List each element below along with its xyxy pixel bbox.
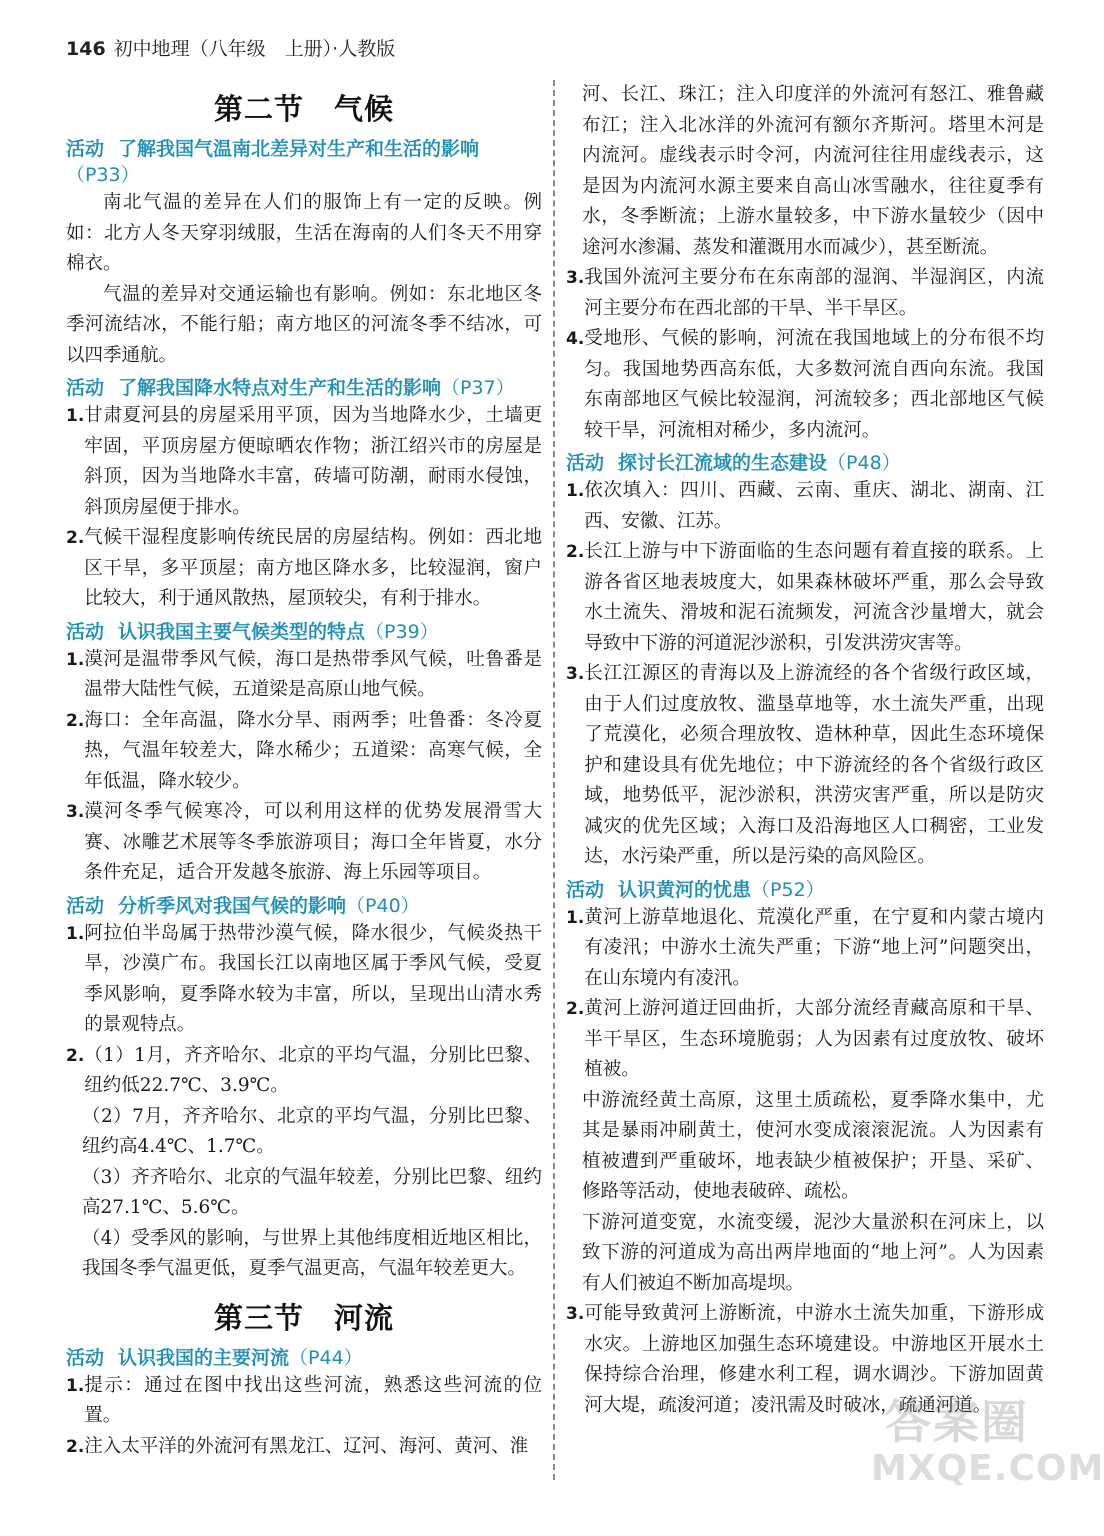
answer-item <box>66 706 542 798</box>
answer-item <box>566 324 1044 446</box>
item-text: 黄河上游草地退化、荒漠化严重，在宁夏和内蒙古境内有凌汛；中游水土流失严重；下游“地上河”问题突出，在山东境内有凌汛。 <box>584 906 1044 989</box>
activity-heading <box>66 1345 542 1371</box>
item-number: 4. <box>566 329 585 349</box>
item-number: 3. <box>566 664 585 684</box>
activity-title: 认识我国的主要河流 <box>118 1346 290 1369</box>
activity-label: 活动 <box>566 452 605 474</box>
item-number: 2. <box>66 710 85 731</box>
item-number: 2. <box>566 542 585 562</box>
item-text: 依次填入：四川、西藏、云南、重庆、湖北、湖南、江西、安徽、江苏。 <box>584 480 1044 532</box>
item-text: 提示：通过在图中找出这些河流，熟悉这些河流的位置。 <box>84 1374 542 1426</box>
activity-label: 活动 <box>66 377 105 399</box>
activity-heading <box>66 893 542 919</box>
activity-label: 活动 <box>66 894 105 917</box>
paragraph: 南北气温的差异在人们的服饰上有一定的反映。例如：北方人冬天穿羽绒服，生活在海南的人们冬天不用穿棉衣。 <box>66 192 542 274</box>
activity-label: 活动 <box>566 878 605 901</box>
activity-title: 了解我国降水特点对生产和生活的影响 <box>118 377 442 399</box>
item-number: 3. <box>566 1304 585 1324</box>
item-text: 长江江源区的青海以及上游流经的各个省级行政区域，由于人们过度放牧、滥垦草地等，水土流失严重，出现了荒漠化，必须合理放牧、造林种草，因此生态环境保护和建设具有优先地位；中下游流经的各个省级行政区域，地势低平，泥沙淤积，洪涝灾害严重，所以是防灾减灾的优先区域；入海口及沿海地区人口稠密，工业发达，水污染严重，所以是污染的高风险区。 <box>584 663 1044 867</box>
answer-item <box>66 523 542 615</box>
watermark-text: 答案圈 <box>885 1395 1029 1449</box>
paragraph: 气温的差异对交通运输也有影响。例如：东北地区冬季河流结冰，不能行船；南方地区的河流冬季不结冰，可以四季通航。 <box>66 283 542 366</box>
activity-page-ref: （P44） <box>289 1346 363 1369</box>
answer-item <box>566 659 1044 873</box>
answer-item <box>566 903 1044 995</box>
section-title-rivers: 第三节 河流 <box>213 1300 394 1335</box>
answer-item <box>66 919 542 1041</box>
item-number: 1. <box>566 481 585 501</box>
item-number: 1. <box>66 923 85 944</box>
answer-item <box>566 1299 1044 1421</box>
book-title: 初中地理（八年级 上册）·人教版 <box>113 38 396 60</box>
item-number: 1. <box>566 907 585 928</box>
sub-item: （4）受季风的影响，与世界上其他纬度相近地区相比，我国冬季气温更低，夏季气温更高，气温年较差更大。 <box>82 1227 542 1279</box>
item-text: 海口：全年高温，降水分旱、雨两季；吐鲁番：冬冷夏热，气温年较差大，降水稀少；五道梁：高寒气候，全年低温，降水较少。 <box>84 709 542 792</box>
activity-page-ref: （P39） <box>365 620 439 643</box>
item-text: 阿拉伯半岛属于热带沙漠气候，降水很少，气候炎热干旱，沙漠广布。我国长江以南地区属于季风气候，受夏季风影响，夏季降水较为丰富，所以，呈现出山清水秀的景观特点。 <box>84 922 542 1035</box>
continued-paragraph: 河、长江、珠江；注入印度洋的外流河有怒江、雅鲁藏布江；注入北冰洋的外流河有额尔齐斯河。塔里木河是内流河。虚线表示时令河，内流河往往用虚线表示，这是因为内流河水源主要来自高山冰雪融水，往往夏季有水，冬季断流；上游水量较多，中下游水量较少（因中途河水渗漏、蒸发和灌溉用水而减少），甚至断流。 <box>582 84 1044 258</box>
item-text: 甘肃夏河县的房屋采用平顶，因为当地降水少，土墙更牢固，平顶房屋方便晾晒农作物；浙江绍兴市的房屋是斜顶，因为当地降水丰富，砖墙可防潮，耐雨水侵蚀，斜顶房屋便于排水。 <box>84 405 542 518</box>
activity-title: 了解我国气温南北差异对生产和生活的影响 <box>118 138 480 160</box>
sub-item: （3）齐齐哈尔、北京的气温年较差，分别比巴黎、纽约高27.1℃、5.6℃。 <box>82 1166 542 1218</box>
item-number: 1. <box>66 649 85 670</box>
item-number: 2. <box>566 999 585 1019</box>
answer-item <box>566 994 1044 1086</box>
activity-title: 探讨长江流域的生态建设 <box>618 452 828 474</box>
item-number: 3. <box>566 268 585 288</box>
activity-page-ref: （P52） <box>751 878 825 901</box>
answer-item <box>66 401 542 523</box>
right-column <box>566 80 1044 1421</box>
item-text: 我国外流河主要分布在东南部的湿润、半湿润区，内流河主要分布在西北部的干旱、半干旱区。 <box>584 267 1044 319</box>
section-title-climate: 第二节 气候 <box>213 92 394 126</box>
item-number: 2. <box>66 528 85 548</box>
activity-heading <box>566 877 1044 903</box>
answer-item <box>566 263 1044 324</box>
activity-title: 认识我国主要气候类型的特点 <box>118 620 366 643</box>
item-number: 2. <box>66 1436 85 1457</box>
item-text: 受地形、气候的影响，河流在我国地域上的分布很不均匀。我国地势西高东低，大多数河流自西向东流。我国东南部地区气候比较湿润，河流较多；西北部地区气候较干旱，河流相对稀少，多内流河。 <box>584 328 1044 441</box>
left-column <box>66 82 542 1462</box>
item-text: 漠河是温带季风气候，海口是热带季风气候，吐鲁番是温带大陆性气候，五道梁是高原山地气候。 <box>84 648 542 700</box>
item-text: 注入太平洋的外流河有黑龙江、辽河、海河、黄河、淮 <box>84 1435 529 1457</box>
answer-item <box>66 1371 542 1432</box>
item-text: 气候干湿程度影响传统民居的房屋结构。例如：西北地区干旱，多平顶屋；南方地区降水多，比较湿润，窗户比较大，利于通风散热，屋顶较尖，有利于排水。 <box>84 527 542 609</box>
answer-item <box>66 797 542 889</box>
activity-heading <box>66 136 542 188</box>
activity-heading <box>66 375 542 401</box>
item-number: 3. <box>66 802 85 822</box>
answer-item <box>566 537 1044 659</box>
item-text: 长江上游与中下游面临的生态问题有着直接的联系。上游各省区地表坡度大，如果森林破坏严重，那么会导致水土流失、滑坡和泥石流频发，河流含沙量增大，就会导致中下游的河道泥沙淤积，引发洪涝灾害等。 <box>584 541 1044 654</box>
answer-item <box>566 476 1044 537</box>
answer-item <box>66 1432 542 1463</box>
page-header <box>66 34 395 60</box>
activity-label: 活动 <box>66 1346 105 1369</box>
activity-title: 认识黄河的忧患 <box>618 878 752 901</box>
sub-item: （2）7月，齐齐哈尔、北京的平均气温，分别比巴黎、纽约高4.4℃、1.7℃。 <box>82 1105 542 1157</box>
activity-label: 活动 <box>66 620 105 643</box>
item-number: 2. <box>66 1045 85 1066</box>
sub-paragraph: 中游流经黄土高原，这里土质疏松，夏季降水集中，尤其是暴雨冲刷黄土，使河水变成滚滚泥流。人为因素有植被遭到严重破坏，地表缺少植被保护；开垦、采矿、修路等活动，使地表破碎、疏松。 <box>582 1089 1044 1202</box>
activity-page-ref: （P48） <box>827 452 901 474</box>
watermark-url: MXQE.COM <box>871 1448 1104 1489</box>
activity-heading <box>566 450 1044 476</box>
item-text: （1）1月，齐齐哈尔、北京的平均气温，分别比巴黎、纽约低22.7℃、3.9℃。 <box>84 1044 542 1096</box>
answer-item <box>66 1041 542 1102</box>
answer-item <box>66 645 542 706</box>
activity-page-ref: （P40） <box>346 894 420 917</box>
sub-paragraph: 下游河道变宽，水流变缓，泥沙大量淤积在河床上，以致下游的河道成为高出两岸地面的“地上河”。人为因素有人们被迫不断加高堤坝。 <box>582 1211 1044 1294</box>
item-number: 1. <box>66 1375 85 1396</box>
item-text: 黄河上游河道迂回曲折，大部分流经青藏高原和干旱、半干旱区，生态环境脆弱；人为因素有过度放牧、破坏植被。 <box>584 998 1044 1080</box>
item-number: 1. <box>66 406 85 426</box>
activity-page-ref: （P33） <box>66 164 140 186</box>
column-divider <box>553 80 555 1480</box>
item-text: 可能导致黄河上游断流，中游水土流失加重，下游形成水灾。上游地区加强生态环境建设。中游地区开展水土保持综合治理，修建水利工程，调水调沙。下游加固黄河大堤，疏浚河道；凌汛需及时破冰，疏通河道。 <box>584 1303 1044 1416</box>
activity-page-ref: （P37） <box>441 377 515 399</box>
activity-title: 分析季风对我国气候的影响 <box>118 894 347 917</box>
activity-heading <box>66 619 542 645</box>
page-number: 146 <box>66 38 106 60</box>
activity-label: 活动 <box>66 138 105 160</box>
item-text: 漠河冬季气候寒冷，可以利用这样的优势发展滑雪大赛、冰雕艺术展等冬季旅游项目；海口全年皆夏，水分条件充足，适合开发越冬旅游、海上乐园等项目。 <box>84 801 542 883</box>
